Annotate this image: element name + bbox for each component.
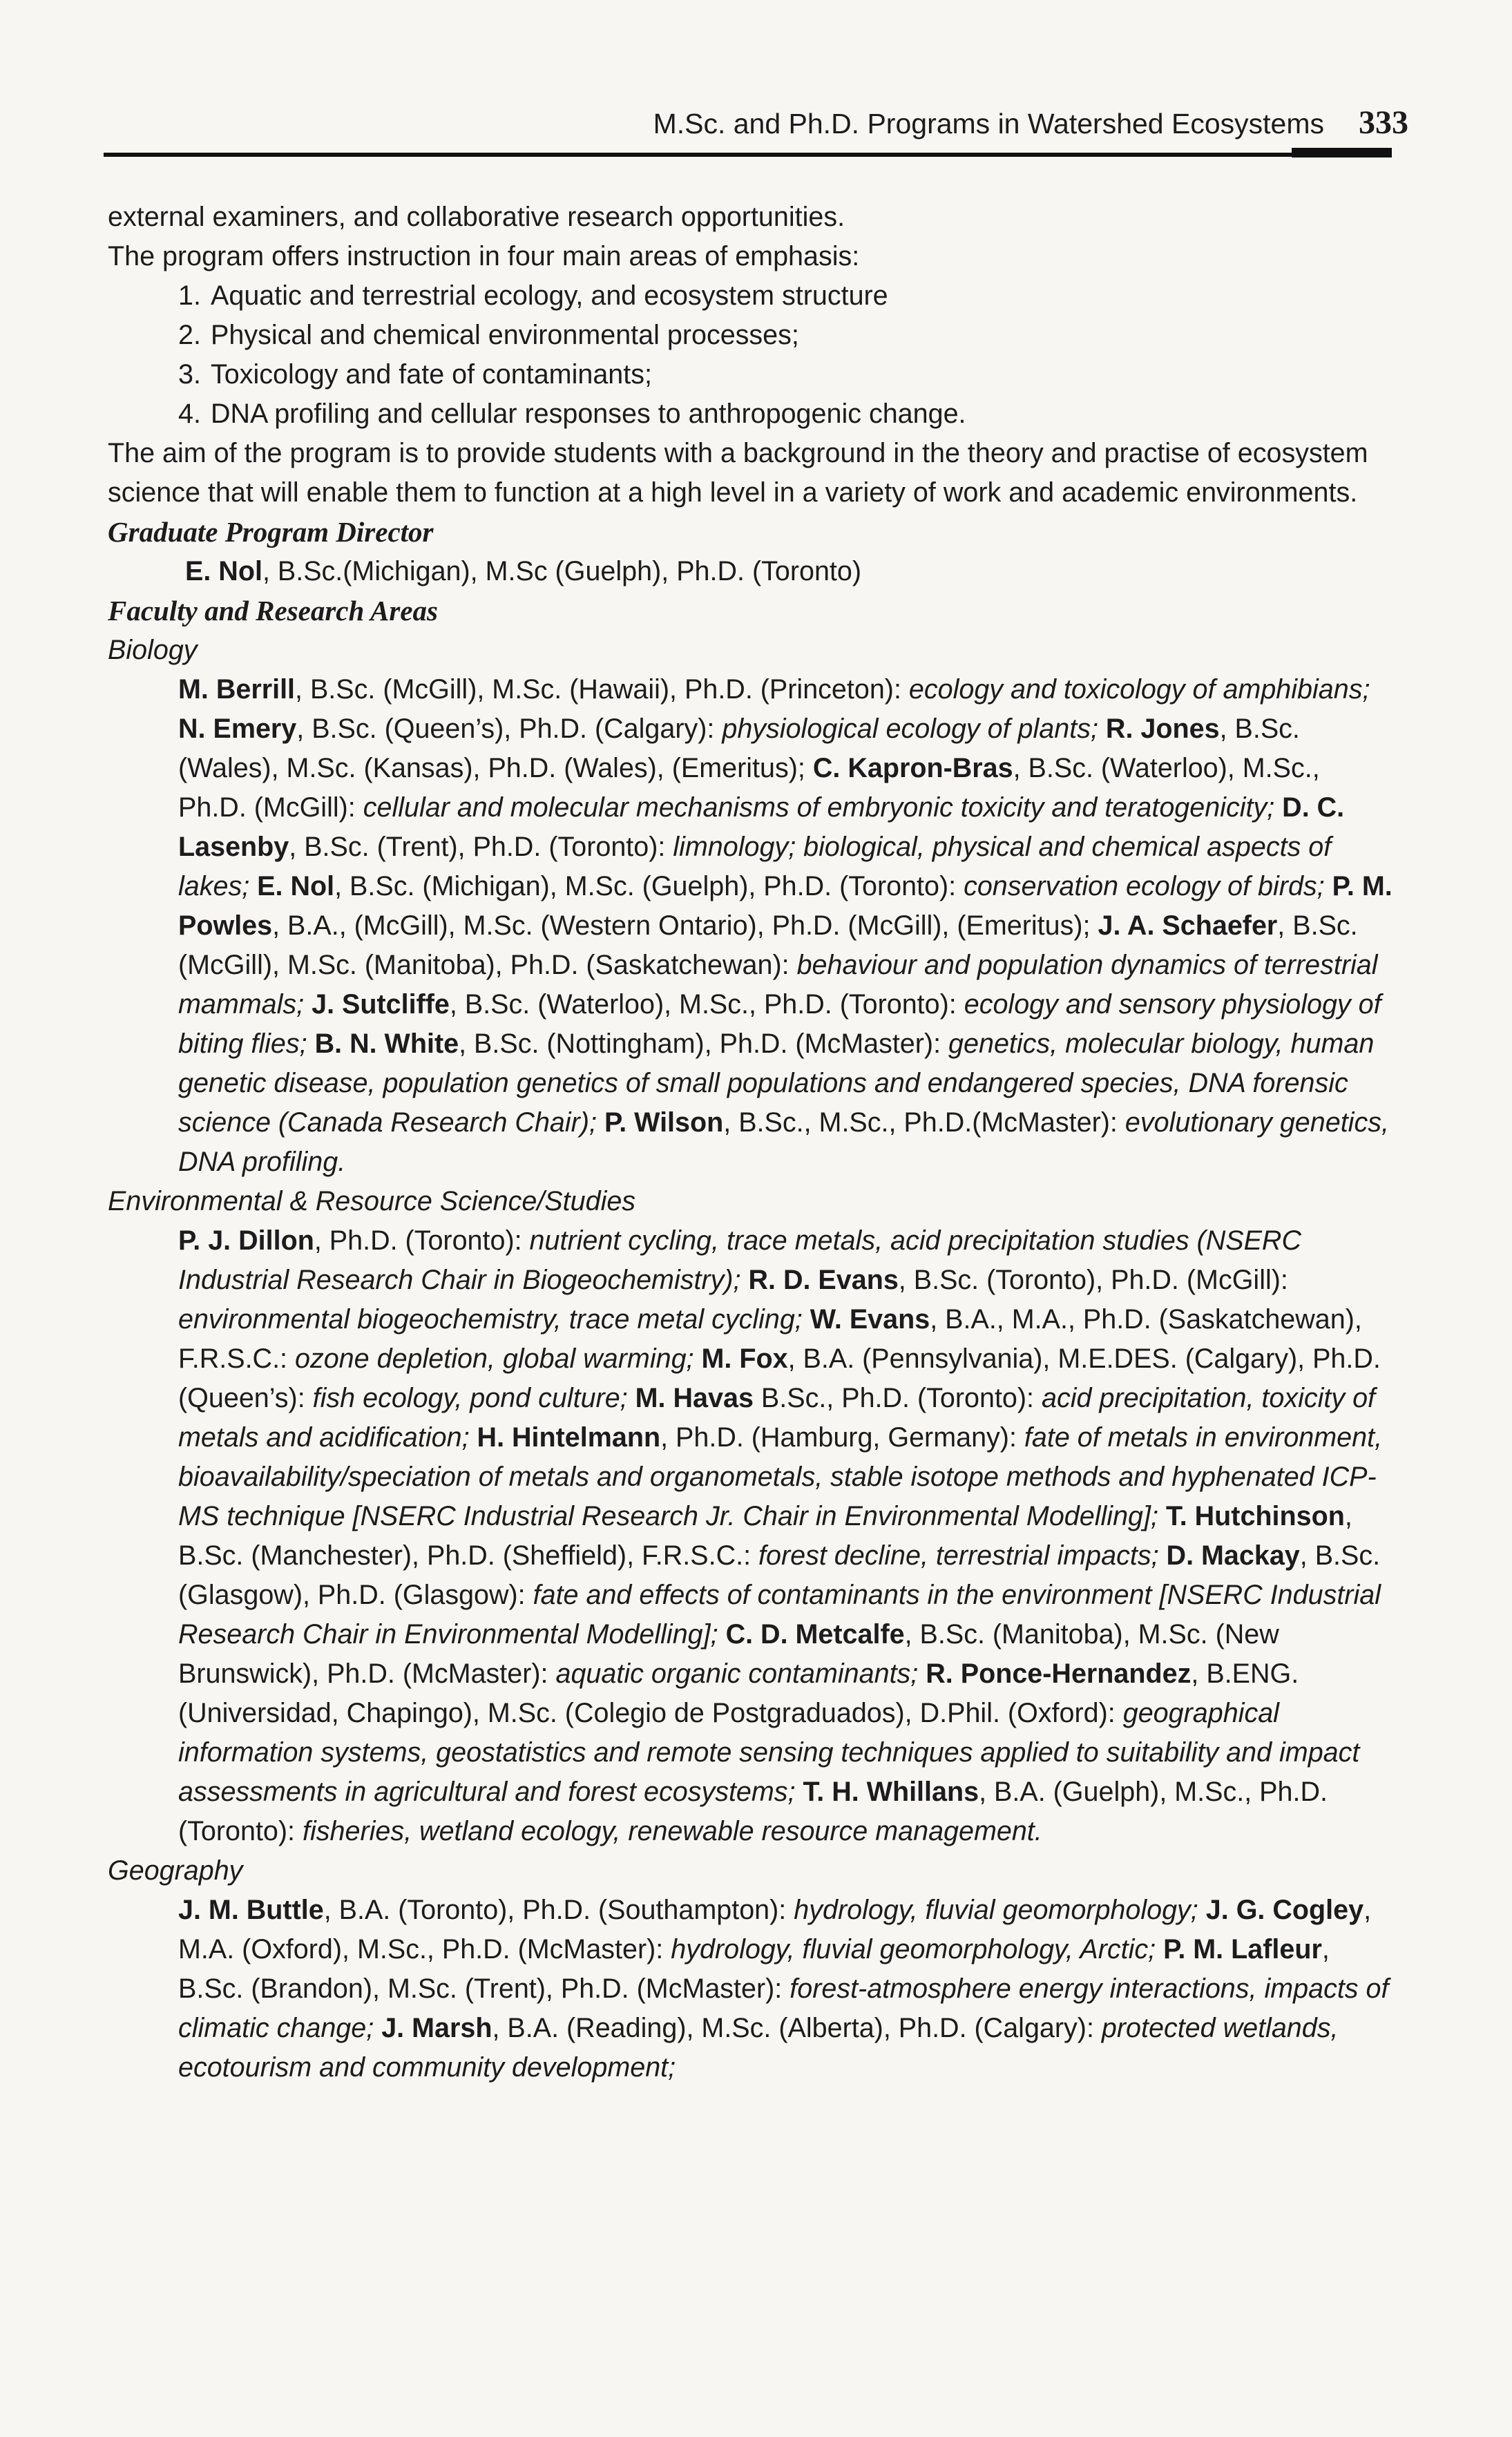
faculty-name: M. Fox	[701, 1344, 788, 1374]
faculty-name: D. C. Lasenby	[178, 792, 1345, 862]
faculty-name: M. Berrill	[178, 674, 296, 705]
header-rule-thick-end	[1292, 148, 1392, 157]
faculty-name: W. Evans	[810, 1304, 930, 1335]
faculty-list-biology	[108, 670, 1393, 1182]
faculty-name: P. Wilson	[604, 1107, 724, 1138]
research-area: nutrient cycling, trace metals, acid precipitation studies (NSERC Industrial Research Chair in Biogeochemistry);	[178, 1225, 1301, 1295]
faculty-entry	[178, 1895, 1198, 1925]
faculty-credentials: , Ph.D. (Hamburg, Germany):	[660, 1422, 1024, 1453]
aim-paragraph: The aim of the program is to provide students with a background in the theory and practise of ecosystem science that will enable them to function at a high level in a variety of work and academic environments.	[108, 438, 1368, 508]
research-area: behaviour and population dynamics of terrestrial mammals;	[178, 950, 1378, 1020]
research-area: forest decline, terrestrial impacts;	[758, 1540, 1159, 1571]
list-text: Toxicology and fate of contaminants;	[211, 359, 652, 390]
faculty-credentials: , B.A., (McGill), M.Sc. (Western Ontario), Ph.D. (McGill), (Emeritus);	[272, 910, 1091, 941]
faculty-name: J. A. Schaefer	[1098, 910, 1278, 941]
faculty-credentials: , B.Sc. (Manchester), Ph.D. (Sheffield), F.R.S.C.:	[178, 1501, 1352, 1571]
faculty-credentials: , B.Sc. (Michigan), M.Sc. (Guelph), Ph.D. (Toronto):	[334, 871, 964, 901]
faculty-credentials: , B.Sc. (Waterloo), M.Sc., Ph.D. (McGill):	[178, 753, 1320, 823]
research-area: ozone depletion, global warming;	[295, 1344, 694, 1374]
faculty-entry	[257, 871, 1324, 901]
page-number: 333	[1359, 104, 1408, 141]
faculty-credentials: , B.A. (Guelph), M.Sc., Ph.D. (Toronto):	[178, 1777, 1328, 1846]
faculty-name: P. J. Dillon	[178, 1225, 314, 1256]
list-item	[178, 276, 1393, 316]
faculty-heading: Faculty and Research Areas	[108, 595, 438, 627]
list-item	[178, 355, 1393, 394]
director-heading: Graduate Program Director	[108, 516, 434, 548]
list-text: DNA profiling and cellular responses to anthropogenic change.	[211, 399, 966, 429]
running-title: M.Sc. and Ph.D. Programs in Watershed Ecosystems	[653, 108, 1324, 140]
research-area: limnology; biological, physical and chemical aspects of lakes;	[178, 832, 1332, 901]
research-area: protected wetlands, ecotourism and community development;	[178, 2013, 1339, 2083]
research-area: geographical information systems, geostatistics and remote sensing techniques applied to suitability and impact assessments in agricultural and forest ecosystems;	[178, 1698, 1360, 1807]
research-area: physiological ecology of plants;	[722, 714, 1098, 744]
faculty-name: J. G. Cogley	[1205, 1895, 1364, 1925]
faculty-name: C. D. Metcalfe	[725, 1619, 905, 1650]
faculty-name: N. Emery	[178, 714, 297, 744]
research-area: environmental biogeochemistry, trace metal cycling;	[178, 1304, 803, 1335]
section-label-environmental: Environmental & Resource Science/Studies	[108, 1186, 636, 1216]
research-area: aquatic organic contaminants;	[555, 1659, 919, 1689]
faculty-credentials: , B.Sc. (Toronto), Ph.D. (McGill):	[898, 1265, 1288, 1295]
faculty-name: H. Hintelmann	[477, 1422, 661, 1453]
faculty-name: R. Ponce-Hernandez	[926, 1659, 1192, 1689]
intro-line: The program offers instruction in four main areas of emphasis:	[108, 241, 860, 271]
list-item	[178, 316, 1393, 355]
list-item	[178, 394, 1393, 434]
research-area: fisheries, wetland ecology, renewable resource management.	[303, 1816, 1042, 1846]
faculty-credentials: , B.Sc., M.Sc., Ph.D.(McMaster):	[723, 1107, 1125, 1138]
faculty-credentials: , B.Sc. (McGill), M.Sc. (Hawaii), Ph.D. (Princeton):	[295, 674, 909, 705]
section-label-biology: Biology	[108, 635, 198, 665]
faculty-name: J. Sutcliffe	[312, 989, 450, 1020]
research-area: conservation ecology of birds;	[964, 871, 1325, 901]
faculty-credentials: , Ph.D. (Toronto):	[314, 1225, 530, 1256]
faculty-list-geography	[108, 1891, 1393, 2087]
faculty-credentials: , B.Sc. (Manitoba), M.Sc. (New Brunswick), Ph.D. (McMaster):	[178, 1619, 1279, 1689]
faculty-credentials: , B.Sc. (Wales), M.Sc. (Kansas), Ph.D. (Wales), (Emeritus);	[178, 714, 1300, 783]
list-number: 3.	[178, 359, 201, 390]
faculty-name: J. Marsh	[381, 2013, 492, 2043]
research-area: forest-atmosphere energy interactions, impacts of climatic change;	[178, 1974, 1389, 2043]
faculty-entry	[178, 714, 1098, 744]
faculty-name: P. M. Lafleur	[1163, 1934, 1322, 1965]
research-area: ecology and toxicology of amphibians;	[908, 674, 1370, 705]
faculty-credentials: , B.Sc.(Michigan), M.Sc (Guelph), Ph.D. (Toronto)	[262, 556, 862, 586]
faculty-name: M. Havas	[635, 1383, 754, 1413]
faculty-name: B. N. White	[314, 1029, 459, 1059]
faculty-entry	[178, 674, 1370, 705]
faculty-name: C. Kapron-Bras	[812, 753, 1013, 783]
research-area: genetics, molecular biology, human genetic disease, population genetics of small populations and endangered species, DNA forensic science (Canada Research Chair);	[178, 1029, 1375, 1138]
research-area: evolutionary genetics, DNA profiling.	[178, 1107, 1389, 1177]
research-area: fate of metals in environment, bioavailability/speciation of metals and organometals, stable isotope methods and hyphenated ICP-MS technique [NSERC Industrial Research Jr. Chair in Environmental Modelling];	[178, 1422, 1383, 1531]
list-text: Physical and chemical environmental processes;	[211, 320, 799, 350]
faculty-credentials: , B.A. (Reading), M.Sc. (Alberta), Ph.D. (Calgary):	[492, 2013, 1102, 2043]
list-text: Aquatic and terrestrial ecology, and ecosystem structure	[211, 280, 888, 311]
faculty-name: T. Hutchinson	[1165, 1501, 1345, 1531]
header-rule	[104, 153, 1392, 157]
faculty-name: R. Jones	[1105, 714, 1220, 744]
faculty-credentials: , B.Sc. (Glasgow), Ph.D. (Glasgow):	[178, 1540, 1381, 1610]
section-label-geography: Geography	[108, 1855, 243, 1886]
faculty-credentials: , B.Sc. (Trent), Ph.D. (Toronto):	[289, 832, 673, 862]
body-text	[108, 198, 1393, 2087]
faculty-credentials: , B.A. (Pennsylvania), M.E.DES. (Calgary), Ph.D. (Queen’s):	[178, 1344, 1381, 1413]
faculty-credentials: , B.A., M.A., Ph.D. (Saskatchewan), F.R.S.C.:	[178, 1304, 1362, 1374]
research-area: acid precipitation, toxicity of metals and acidification;	[178, 1383, 1376, 1453]
faculty-credentials: , B.A. (Toronto), Ph.D. (Southampton):	[323, 1895, 794, 1925]
faculty-credentials: , B.Sc. (McGill), M.Sc. (Manitoba), Ph.D. (Saskatchewan):	[178, 910, 1358, 980]
intro-line: external examiners, and collaborative research opportunities.	[108, 202, 845, 232]
list-number: 4.	[178, 399, 201, 429]
faculty-credentials: , M.A. (Oxford), M.Sc., Ph.D. (McMaster):	[178, 1895, 1372, 1965]
faculty-list-environmental	[108, 1221, 1393, 1851]
emphasis-list	[108, 276, 1393, 434]
faculty-name: D. Mackay	[1166, 1540, 1300, 1571]
running-header	[104, 104, 1408, 145]
faculty-name: T. H. Whillans	[803, 1777, 979, 1807]
faculty-name: R. D. Evans	[748, 1265, 899, 1295]
research-area: ecology and sensory physiology of biting flies;	[178, 989, 1381, 1059]
faculty-name: J. M. Buttle	[178, 1895, 324, 1925]
faculty-credentials: , B.ENG. (Universidad, Chapingo), M.Sc. (Colegio de Postgraduados), D.Phil. (Oxford):	[178, 1659, 1299, 1728]
faculty-credentials: , B.Sc. (Waterloo), M.Sc., Ph.D. (Toronto):	[449, 989, 964, 1020]
faculty-credentials: , B.Sc. (Queen’s), Ph.D. (Calgary):	[296, 714, 722, 744]
faculty-name: P. M. Powles	[178, 871, 1393, 941]
faculty-credentials: , B.Sc. (Brandon), M.Sc. (Trent), Ph.D. (McMaster):	[178, 1934, 1330, 2004]
research-area: hydrology, fluvial geomorphology;	[794, 1895, 1198, 1925]
list-number: 1.	[178, 280, 201, 311]
faculty-name: E. Nol	[185, 556, 262, 586]
list-number: 2.	[178, 320, 201, 350]
director-entry	[108, 552, 1393, 591]
faculty-credentials: , B.Sc. (Nottingham), Ph.D. (McMaster):	[459, 1029, 949, 1059]
research-area: fish ecology, pond culture;	[312, 1383, 628, 1413]
research-area: hydrology, fluvial geomorphology, Arctic;	[671, 1934, 1156, 1965]
research-area: cellular and molecular mechanisms of embryonic toxicity and teratogenicity;	[363, 792, 1275, 823]
faculty-name: E. Nol	[257, 871, 335, 901]
research-area: fate and effects of contaminants in the environment [NSERC Industrial Research Chair in Environmental Modelling];	[178, 1580, 1381, 1650]
faculty-credentials: B.Sc., Ph.D. (Toronto):	[753, 1383, 1042, 1413]
